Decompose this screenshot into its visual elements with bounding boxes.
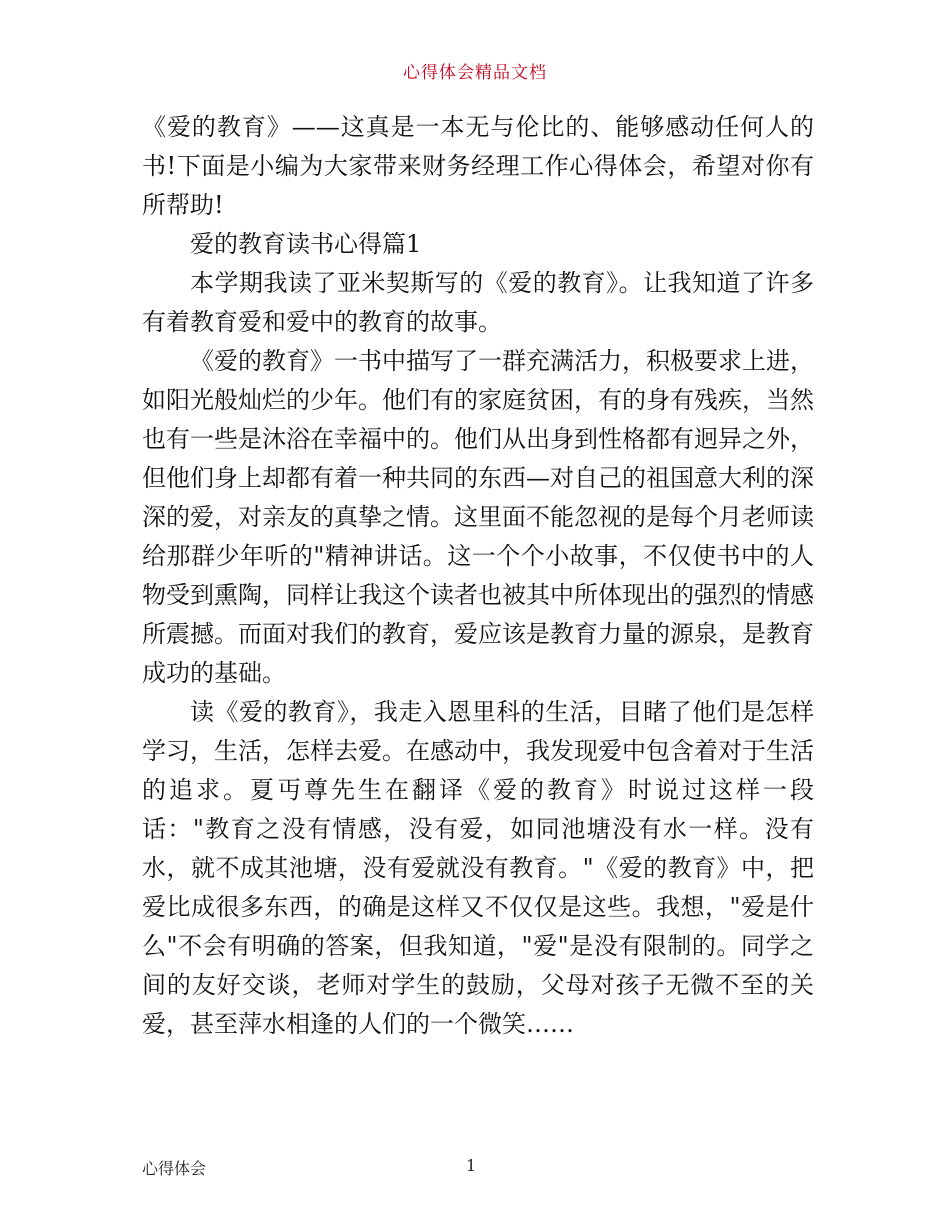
- page-header-title: 心得体会精品文档: [403, 63, 547, 83]
- intro-paragraph: 《爱的教育》——这真是一本无与伦比的、能够感动任何人的书!下面是小编为大家带来财务经理工作心得体会，希望对你有所帮助!: [142, 113, 814, 219]
- body-paragraph: 本学期我读了亚米契斯写的《爱的教育》。让我知道了许多有着教育爱和爱中的教育的故事。: [142, 269, 814, 336]
- body-paragraph: 《爱的教育》一书中描写了一群充满活力，积极要求上进，如阳光般灿烂的少年。他们有的家庭贫困，有的身有残疾，当然也有一些是沐浴在幸福中的。他们从出身到性格都有迥异之外，但他们身上却都有着一种共同的东西—对自己的祖国意大利的深深的爱，对亲友的真挚之情。这里面不能忽视的是每个月老师读给那群少年听的"精神讲话。这一个个小故事，不仅使书中的人物受到熏陶，同样让我这个读者也被其中所体现出的强烈的情感所震撼。而面对我们的教育，爱应该是教育力量的源泉，是教育成功的基础。: [142, 347, 814, 687]
- document-body: [142, 108, 814, 1044]
- section-heading: 爱的教育读书心得篇1: [190, 230, 422, 258]
- page-number: 1: [466, 1156, 477, 1175]
- footer-label: 心得体会: [142, 1159, 207, 1178]
- body-paragraph: 读《爱的教育》，我走入恩里科的生活，目睹了他们是怎样学习，生活，怎样去爱。在感动中，我发现爱中包含着对于生活的追求。夏丏尊先生在翻译《爱的教育》时说过这样一段话："教育之没有情感，没有爱，如同池塘没有水一样。没有水，就不成其池塘，没有爱就没有教育。"《爱的教育》中，把爱比成很多东西，的确是这样又不仅仅是这些。我想，"爱是什么"不会有明确的答案，但我知道，"爱"是没有限制的。同学之间的友好交谈，老师对学生的鼓励，父母对孩子无微不至的关爱，甚至萍水相逢的人们的一个微笑……: [142, 698, 814, 1038]
